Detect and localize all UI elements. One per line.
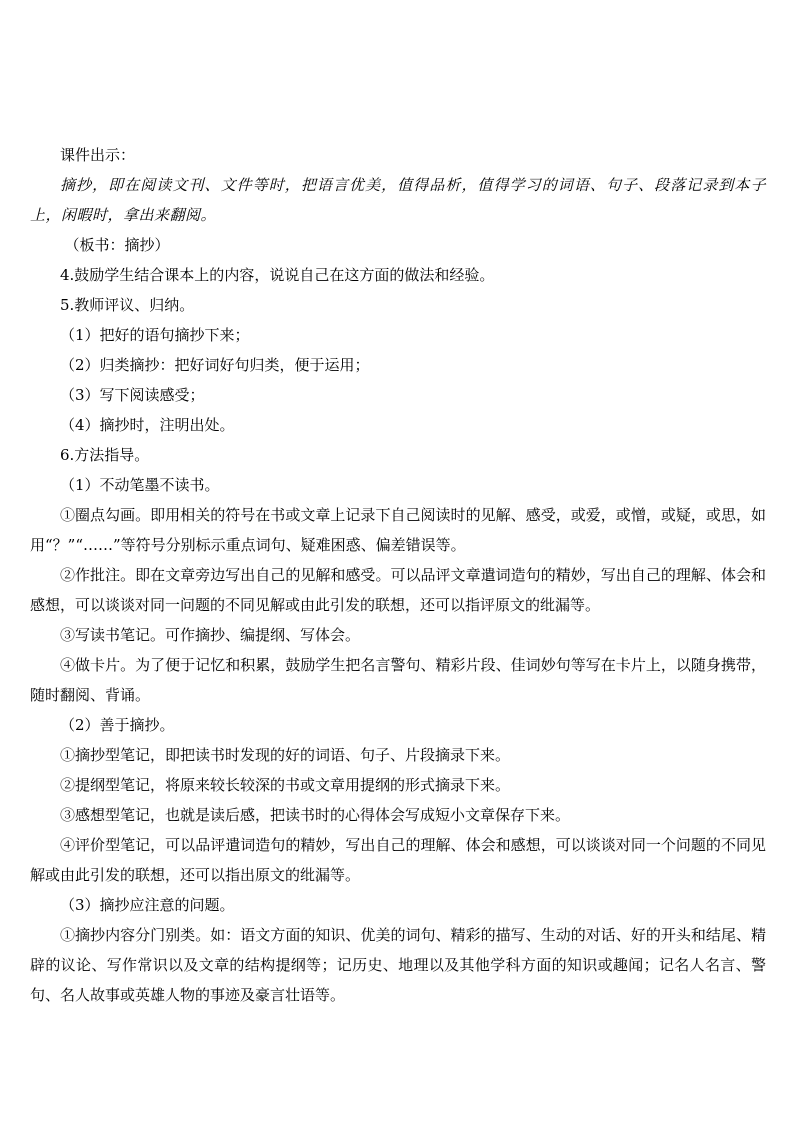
paragraph-step-6: 6.方法指导。 [60, 446, 150, 464]
paragraph-step-5-item-4: （4）摘抄时，注明出处。 [60, 416, 235, 434]
paragraph-method-1-point-2: ②作批注。即在文章旁边写出自己的见解和感受。可以品评文章遣词造句的精妙，写出自己的理解、体会和感想，可以谈谈对同一问题的不同见解或由此引发的联想，还可以指评原文的纰漏等。 [30, 566, 766, 614]
paragraph-step-5-item-2: （2）归类摘抄：把好词好句归类，便于运用； [60, 356, 370, 374]
paragraph-method-3-point-1: ①摘抄内容分门别类。如：语文方面的知识、优美的词句、精彩的描写、生动的对话、好的开头和结尾、精辟的议论、写作常识以及文章的结构提纲等；记历史、地理以及其他学科方面的知识或趣闻；记名人名言、警句、名人故事或英雄人物的事迹及豪言壮语等。 [30, 926, 766, 1004]
paragraph-board-note: （板书：摘抄） [64, 236, 170, 254]
paragraph-step-4: 4.鼓励学生结合课本上的内容，说说自己在这方面的做法和经验。 [60, 266, 495, 284]
paragraph-method-3: （3）摘抄应注意的问题。 [60, 896, 235, 914]
paragraph-step-5: 5.教师评议、归纳。 [60, 296, 195, 314]
paragraph-method-2-point-4: ④评价型笔记，可以品评遣词造句的精妙，写出自己的理解、体会和感想，可以谈谈对同一个问题的不同见解或由此引发的联想，还可以指出原文的纰漏等。 [30, 836, 766, 884]
paragraph-method-1-point-3: ③写读书笔记。可作摘抄、编提纲、写体会。 [60, 626, 361, 644]
paragraph-method-1-point-4: ④做卡片。为了便于记忆和积累，鼓励学生把名言警句、精彩片段、佳词妙句等写在卡片上，以随身携带，随时翻阅、背诵。 [30, 656, 766, 704]
paragraph-courseware-heading: 课件出示： [60, 146, 136, 164]
paragraph-step-5-item-1: （1）把好的语句摘抄下来； [60, 326, 250, 344]
paragraph-method-1-point-1: ①圈点勾画。即用相关的符号在书或文章上记录下自己阅读时的见解、感受，或爱，或憎，或疑，或思，如用“？”“……”等符号分别标示重点词句、疑难困惑、偏差错误等。 [30, 506, 766, 554]
paragraph-method-2-point-2: ②提纲型笔记，将原来较长较深的书或文章用提纲的形式摘录下来。 [60, 776, 511, 794]
paragraph-courseware-definition: 摘抄，即在阅读文刊、文件等时，把语言优美，值得品析，值得学习的词语、句子、段落记录到本子上，闲暇时，拿出来翻阅。 [30, 176, 766, 224]
paragraph-step-5-item-3: （3）写下阅读感受； [60, 386, 205, 404]
paragraph-method-1: （1）不动笔墨不读书。 [60, 476, 220, 494]
paragraph-method-2-point-1: ①摘抄型笔记，即把读书时发现的好的词语、句子、片段摘录下来。 [60, 746, 511, 764]
paragraph-method-2: （2）善于摘抄。 [60, 716, 175, 734]
document-body [30, 140, 766, 1010]
paragraph-method-2-point-3: ③感想型笔记，也就是读后感，把读书时的心得体会写成短小文章保存下来。 [60, 806, 571, 824]
